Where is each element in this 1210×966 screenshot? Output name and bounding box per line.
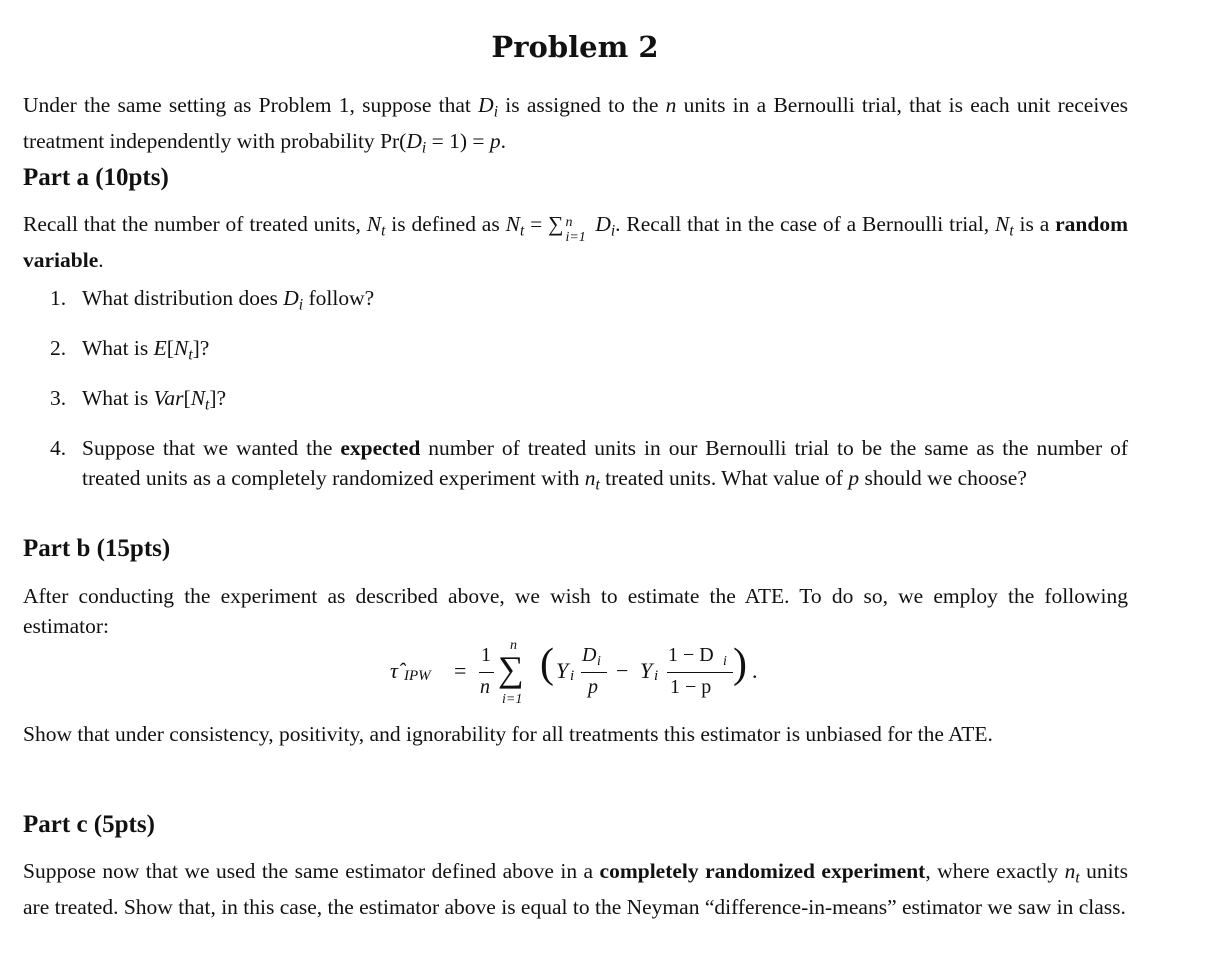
list-item: 2. What is $E[N_t]$? (50, 336, 210, 364)
right-paren: ) (733, 641, 747, 687)
part-a-heading: Part a (10pts) (23, 164, 169, 191)
list-item: 1. What distribution does $D_i$ follow? (50, 286, 375, 314)
part-c-heading: Part c (5pts) (23, 811, 155, 838)
list-item: 4. Suppose that we wanted the expected number of treated units in our Bernoulli trial to be the same as the number of treated units as a completely randomized experiment with $n_t$ treated units. What value of p should we choose? (50, 436, 1128, 494)
left-paren: ( (540, 641, 554, 687)
fraction-bar (581, 672, 607, 673)
part-a-question-list (50, 284, 1128, 514)
ipw-formula: τ̂ IPW = 1 n n ∑ i=1 ( Y i D i p − Y i 1 − D i 1 − p ) . (390, 638, 758, 707)
part-b-paragraph: After conducting the experiment as described above, we wish to estimate the ATE. To do so, we employ the following estimator: (23, 584, 1128, 638)
fraction-bar (667, 672, 733, 673)
list-item: 3. What is $Var[N_t]$? (50, 386, 227, 414)
part-b-heading: Part b (15pts) (23, 535, 171, 562)
fraction-bar (479, 672, 494, 673)
part-c-paragraph: Suppose now that we used the same estimator defined above in a completely randomized experiment, where exactly $n_t$ units are treated. Show that, in this case, the estimator above is equal to the Neyman “difference-in-means” estimator we saw in class. (23, 859, 1128, 920)
part-b-instruction: Show that under consistency, positivity, and ignorability for all treatments this estimator is unbiased for the ATE. (23, 722, 993, 746)
intro-paragraph: Under the same setting as Problem 1, suppose that $D_i$ is assigned to the n units in a Bernoulli trial, that is each unit receives treatment independently with probability $Pr(D_i = 1) = p$. (23, 93, 1128, 157)
page-title: Problem 2 (491, 30, 659, 64)
part-a-paragraph: Recall that the number of treated units, $N_t$ is defined as $N_t$ = ∑ n i=1 $D_i$. Recall that in the case of a Bernoulli trial, $N_t$ is a random variable. (23, 212, 1129, 273)
